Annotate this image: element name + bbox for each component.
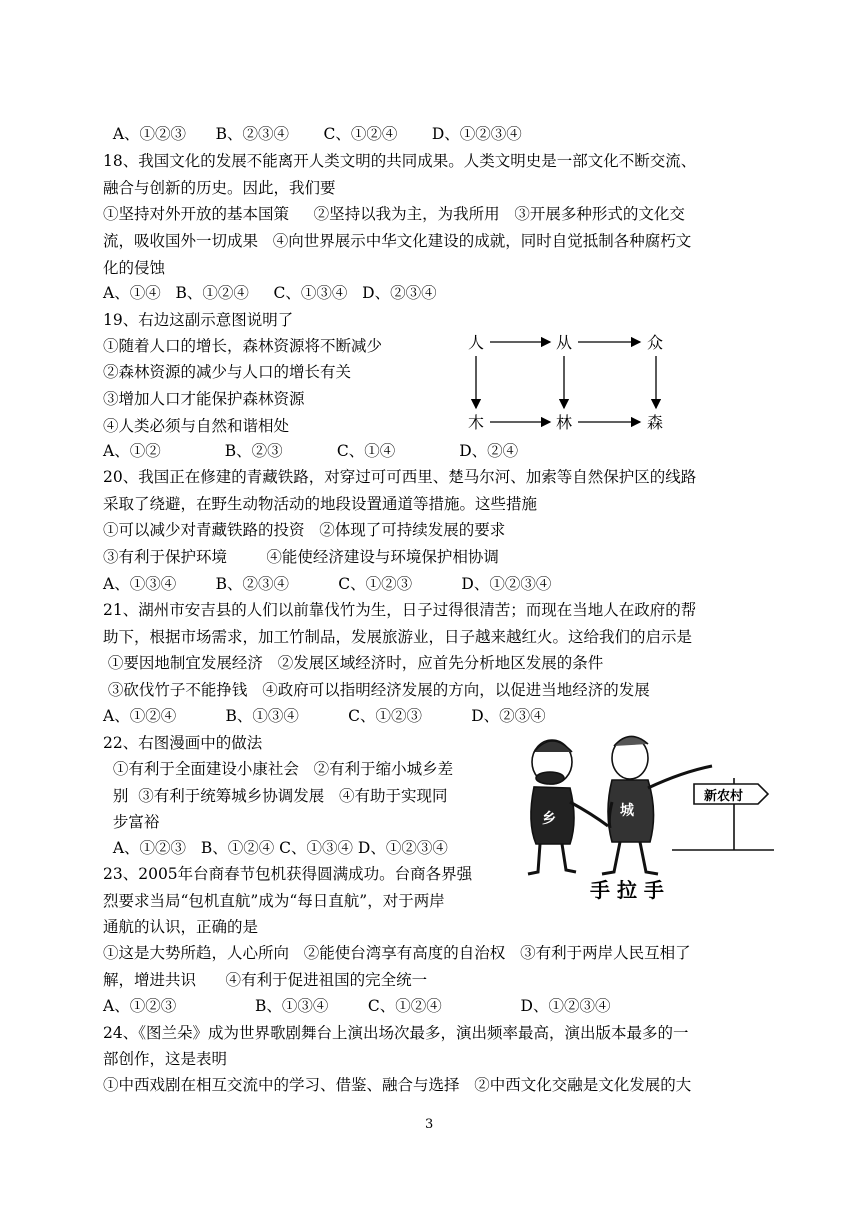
diagram-char: 森 [647, 413, 664, 432]
text-line: A、①④ B、①②④ C、①③④ D、②③④ [103, 284, 437, 302]
diagram-arrows [460, 330, 680, 440]
text-line: ①要因地制宜发展经济 ②发展区域经济时，应首先分析地区发展的条件 [103, 654, 604, 672]
text-line: 24、《图兰朵》成为世界歌剧舞台上演出场次最多，演出频率最高，演出版本最多的一 [103, 1024, 689, 1042]
text-line: 23、2005年台商春节包机获得圆满成功。台商各界强 [103, 865, 473, 883]
cartoon-hand-in-hand [512, 732, 774, 900]
text-line: A、①②③ B、②③④ C、①②④ D、①②③④ [103, 125, 522, 143]
text-line: A、①③④ B、②③④ C、①②③ D、①②③④ [103, 575, 552, 593]
text-line: 流，吸收国外一切成果 ④向世界展示中华文化建设的成就，同时自觉抵制各种腐朽文 [103, 232, 692, 250]
figure-label-right: 城 [620, 803, 634, 819]
text-line: 18、我国文化的发展不能离开人类文明的共同成果。人类文明史是一部文化不断交流、 [103, 152, 697, 170]
text-line: ①可以减少对青藏铁路的投资 ②体现了可持续发展的要求 [103, 521, 506, 539]
diagram-char: 林 [556, 413, 573, 432]
text-line: 别 ③有利于统筹城乡协调发展 ④有助于实现同 [103, 787, 448, 805]
text-line: ③砍伐竹子不能挣钱 ④政府可以指明经济发展的方向，以促进当地经济的发展 [103, 681, 650, 699]
text-line: 通航的认识，正确的是 [103, 918, 259, 936]
text-line: ①坚持对外开放的基本国策 ②坚持以我为主，为我所用 ③开展多种形式的文化交 [103, 205, 685, 223]
text-line: 部创作，这是表明 [103, 1050, 228, 1068]
text-line: ③增加人口才能保护森林资源 [103, 390, 305, 408]
text-line: 22、右图漫画中的做法 [103, 734, 263, 752]
page-number: 3 [425, 1117, 434, 1132]
text-line: ①有利于全面建设小康社会 ②有利于缩小城乡差 [103, 760, 454, 778]
text-line: A、①②③ B、①③④ C、①②④ D、①②③④ [103, 997, 611, 1015]
text-line: A、①②③ B、①②④ C、①③④ D、①②③④ [103, 839, 448, 857]
text-line: A、①②④ B、①③④ C、①②③ D、②③④ [103, 707, 546, 725]
text-line: ②森林资源的减少与人口的增长有关 [103, 363, 352, 381]
text-line: 融合与创新的历史。因此，我们要 [103, 179, 336, 197]
diagram-char: 人 [468, 333, 485, 352]
diagram-char: 木 [468, 413, 485, 432]
diagram-char: 众 [647, 333, 664, 352]
text-line: A、①② B、②③ C、①④ D、②④ [103, 442, 519, 460]
text-line: ①中西戏剧在相互交流中的学习、借鉴、融合与选择 ②中西文化交融是文化发展的大 [103, 1076, 692, 1094]
text-line: 20、我国正在修建的青藏铁路，对穿过可可西里、楚马尔河、加索等自然保护区的线路 [103, 468, 697, 486]
text-line: ①这是大势所趋，人心所向 ②能使台湾享有高度的自治权 ③有利于两岸人民互相了 [103, 944, 691, 962]
text-line: 助下，根据市场需求，加工竹制品，发展旅游业，日子越来越红火。这给我们的启示是 [103, 628, 693, 646]
text-line: 解，增进共识 ④有利于促进祖国的完全统一 [103, 971, 428, 989]
text-line: 19、右边这副示意图说明了 [103, 311, 294, 329]
text-line: 采取了绕避，在野生动物活动的地段设置通道等措施。这些措施 [103, 495, 538, 513]
diagram-char: 从 [556, 333, 573, 352]
cartoon-caption: 手 拉 手 [590, 878, 664, 902]
figure-label-left: 乡 [542, 811, 556, 827]
text-line: 化的侵蚀 [103, 259, 166, 277]
text-line: 烈要求当局“包机直航”成为“每日直航”，对于两岸 [103, 892, 445, 910]
text-line: 步富裕 [103, 813, 160, 831]
sign-label: 新农村 [704, 789, 744, 804]
text-line: ④人类必须与自然和谐相处 [103, 417, 290, 435]
text-line: 21、湖州市安吉县的人们以前靠伐竹为生，日子过得很清苦；而现在当地人在政府的帮 [103, 601, 697, 619]
text-line: ③有利于保护环境 ④能使经济建设与环境保护相协调 [103, 548, 499, 566]
text-line: ①随着人口的增长，森林资源将不断减少 [103, 337, 383, 355]
